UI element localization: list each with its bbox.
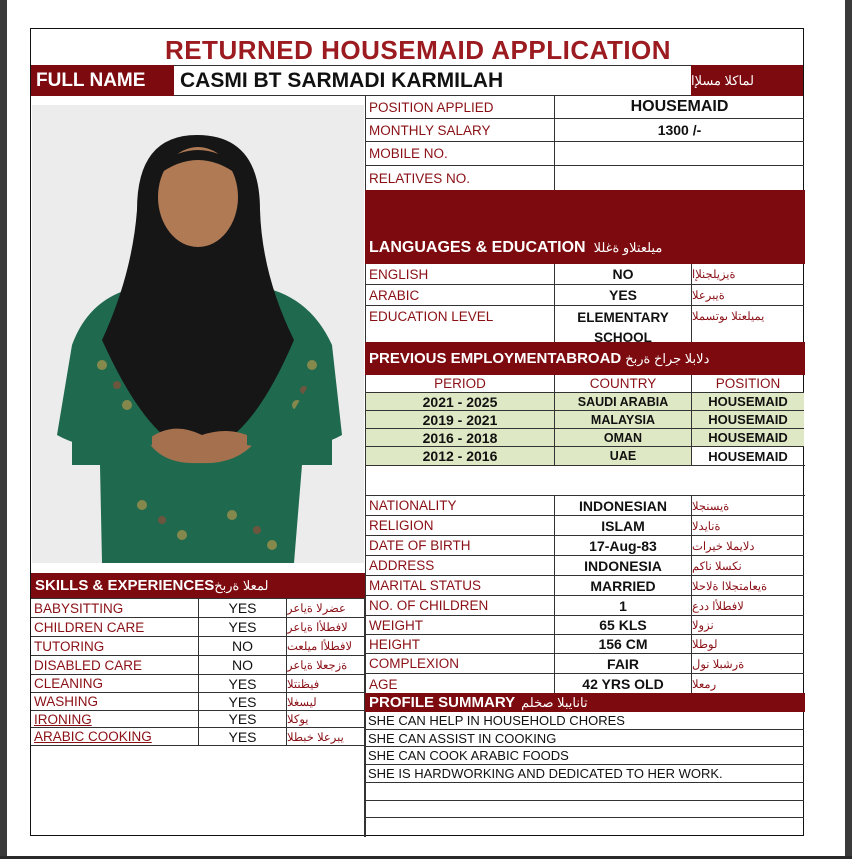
- nationality-arabic: ةيسنجلا: [692, 496, 804, 516]
- profile-line: [366, 801, 804, 818]
- complexion-label: COMPLEXION: [366, 654, 555, 674]
- skill-arabic: ةزجعلا ةياعر: [287, 656, 365, 675]
- profile-header: [365, 693, 805, 712]
- employment-row-country: UAE: [555, 447, 692, 465]
- employment-row-country: OMAN: [555, 429, 692, 447]
- languages-header-arabic: ميلعتلاو ةغللا: [593, 239, 663, 255]
- arabic-value: YES: [555, 285, 692, 306]
- height-arabic: لوطلا: [692, 635, 804, 654]
- skills-header-arabic: لمعلا ةربخ: [214, 577, 269, 593]
- employment-row-period: 2016 - 2018: [366, 429, 555, 447]
- skill-label: CLEANING: [31, 675, 199, 693]
- marital-status-label: MARITAL STATUS: [366, 576, 555, 596]
- english-arabic: ةيزيلجنلإا: [692, 264, 804, 285]
- skill-value: YES: [199, 675, 287, 693]
- height-label: HEIGHT: [366, 635, 555, 654]
- profile-line: SHE CAN ASSIST IN COOKING: [366, 730, 804, 747]
- employment-header-arabic: دلابلا جراخ ةربخ: [625, 350, 710, 366]
- skill-arabic: ليسغلا: [287, 693, 365, 711]
- skills-header-label: SKILLS & EXPERIENCES: [35, 577, 215, 594]
- arabic-label: ARABIC: [366, 285, 555, 306]
- skills-blank-area: [31, 745, 365, 837]
- person-photo-icon: [32, 105, 364, 563]
- dob-value: 17-Aug-83: [555, 536, 692, 556]
- employment-row-period: 2021 - 2025: [366, 393, 555, 411]
- complexion-arabic: ةرشبلا نول: [692, 654, 804, 674]
- profile-line: SHE CAN COOK ARABIC FOODS: [366, 747, 804, 765]
- skills-table: [31, 598, 365, 745]
- full-name-label: FULL NAME: [31, 65, 174, 96]
- employment-row-position: HOUSEMAID: [692, 411, 804, 429]
- employment-col-position: POSITION: [692, 375, 804, 393]
- skill-label: BABYSITTING: [31, 599, 199, 618]
- dob-arabic: دلايملا خيرات: [692, 536, 804, 556]
- skill-value: YES: [199, 711, 287, 728]
- position-applied-label: POSITION APPLIED: [366, 96, 555, 119]
- maroon-band: [365, 190, 805, 231]
- education-arabic: يميلعتلا ىوتسملا: [692, 311, 765, 323]
- skill-arabic: يبرعلا خبطلا: [287, 728, 365, 746]
- monthly-salary-value: 1300 /-: [555, 119, 804, 142]
- profile-header-arabic: تانايبلا صخلم: [521, 694, 588, 710]
- skill-label: IRONING: [31, 711, 199, 728]
- left-frame-edge: [0, 0, 7, 859]
- address-label: ADDRESS: [366, 556, 555, 576]
- skill-value: YES: [199, 618, 287, 637]
- employment-row-country: SAUDI ARABIA: [555, 393, 692, 411]
- skill-label: TUTORING: [31, 637, 199, 656]
- top-info-table: [365, 96, 805, 190]
- skill-value: YES: [199, 728, 287, 746]
- education-label: EDUCATION LEVEL: [366, 306, 555, 342]
- skills-header: [31, 573, 365, 598]
- age-label: AGE: [366, 674, 555, 694]
- skill-value: YES: [199, 599, 287, 618]
- employment-header-label: PREVIOUS EMPLOYMENTABROAD: [369, 350, 622, 367]
- mobile-no-value: [555, 142, 804, 166]
- nationality-value: INDONESIAN: [555, 496, 692, 516]
- arabic-arabic: ةيبرعلا: [692, 285, 804, 306]
- employment-row-position: HOUSEMAID: [692, 393, 804, 411]
- employment-header: [365, 342, 805, 375]
- right-frame-edge: [845, 0, 852, 859]
- religion-arabic: ةنايدلا: [692, 516, 804, 536]
- full-name-value: CASMI BT SARMADI KARMILAH: [174, 65, 691, 96]
- employment-row-period: 2012 - 2016: [366, 447, 555, 465]
- age-value: 42 YRS OLD: [555, 674, 692, 694]
- employment-row-position: HOUSEMAID: [708, 448, 788, 464]
- profile-summary: [365, 712, 805, 837]
- languages-header-label: LANGUAGES & EDUCATION: [369, 238, 586, 256]
- education-value: ELEMENTARY SCHOOL: [555, 306, 692, 342]
- position-applied-value: HOUSEMAID: [555, 96, 804, 119]
- skill-value: NO: [199, 637, 287, 656]
- employment-col-country: COUNTRY: [555, 375, 692, 393]
- profile-header-label: PROFILE SUMMARY: [369, 694, 516, 711]
- weight-arabic: نزولا: [692, 616, 804, 635]
- relatives-no-label: RELATIVES NO.: [366, 166, 555, 190]
- skill-arabic: لافطلأا ةياعر: [287, 618, 365, 637]
- page-title: RETURNED HOUSEMAID APPLICATION: [164, 35, 672, 65]
- english-label: ENGLISH: [366, 264, 555, 285]
- relatives-no-value: [555, 166, 804, 190]
- profile-line: SHE CAN HELP IN HOUSEHOLD CHORES: [366, 712, 804, 730]
- full-name-arabic: لماكلا مسلإا: [691, 65, 803, 96]
- dob-label: DATE OF BIRTH: [366, 536, 555, 556]
- skill-arabic: فيظنتلا: [287, 675, 365, 693]
- marital-status-arabic: ةيعامتجلاا ةلاحلا: [692, 576, 804, 596]
- skill-value: NO: [199, 656, 287, 675]
- personal-info-table: [365, 495, 805, 693]
- skill-arabic: لافطلأا ميلعت: [287, 637, 365, 656]
- skill-value: YES: [199, 693, 287, 711]
- candidate-photo: [32, 105, 364, 563]
- address-arabic: نكسلا ناكم: [692, 556, 804, 576]
- weight-value: 65 KLS: [555, 616, 692, 635]
- english-value: NO: [555, 264, 692, 285]
- skill-arabic: عضرلا ةياعر: [287, 599, 365, 618]
- marital-status-value: MARRIED: [555, 576, 692, 596]
- children-value: 1: [555, 596, 692, 616]
- skill-label: CHILDREN CARE: [31, 618, 199, 637]
- weight-label: WEIGHT: [366, 616, 555, 635]
- religion-label: RELIGION: [366, 516, 555, 536]
- complexion-value: FAIR: [555, 654, 692, 674]
- nationality-label: NATIONALITY: [366, 496, 555, 516]
- employment-row-position: HOUSEMAID: [692, 429, 804, 447]
- employment-table: [365, 375, 805, 465]
- children-arabic: لافطلأا ددع: [692, 596, 804, 616]
- children-label: NO. OF CHILDREN: [366, 596, 555, 616]
- languages-table: [365, 264, 805, 342]
- skill-arabic: يوكلا: [287, 711, 365, 728]
- address-value: INDONESIA: [555, 556, 692, 576]
- height-value: 156 CM: [555, 635, 692, 654]
- skill-label: DISABLED CARE: [31, 656, 199, 675]
- profile-line: SHE IS HARDWORKING AND DEDICATED TO HER WORK.: [366, 765, 804, 783]
- mobile-no-label: MOBILE NO.: [366, 142, 555, 166]
- languages-header: [365, 231, 805, 264]
- employment-col-period: PERIOD: [366, 375, 555, 393]
- religion-value: ISLAM: [555, 516, 692, 536]
- skill-label: ARABIC COOKING: [31, 728, 199, 746]
- employment-row-period: 2019 - 2021: [366, 411, 555, 429]
- employment-spacer: [365, 465, 805, 495]
- profile-line: [366, 783, 804, 801]
- application-sheet: [30, 28, 804, 836]
- age-arabic: رمعلا: [692, 679, 717, 691]
- skill-label: WASHING: [31, 693, 199, 711]
- monthly-salary-label: MONTHLY SALARY: [366, 119, 555, 142]
- employment-row-country: MALAYSIA: [555, 411, 692, 429]
